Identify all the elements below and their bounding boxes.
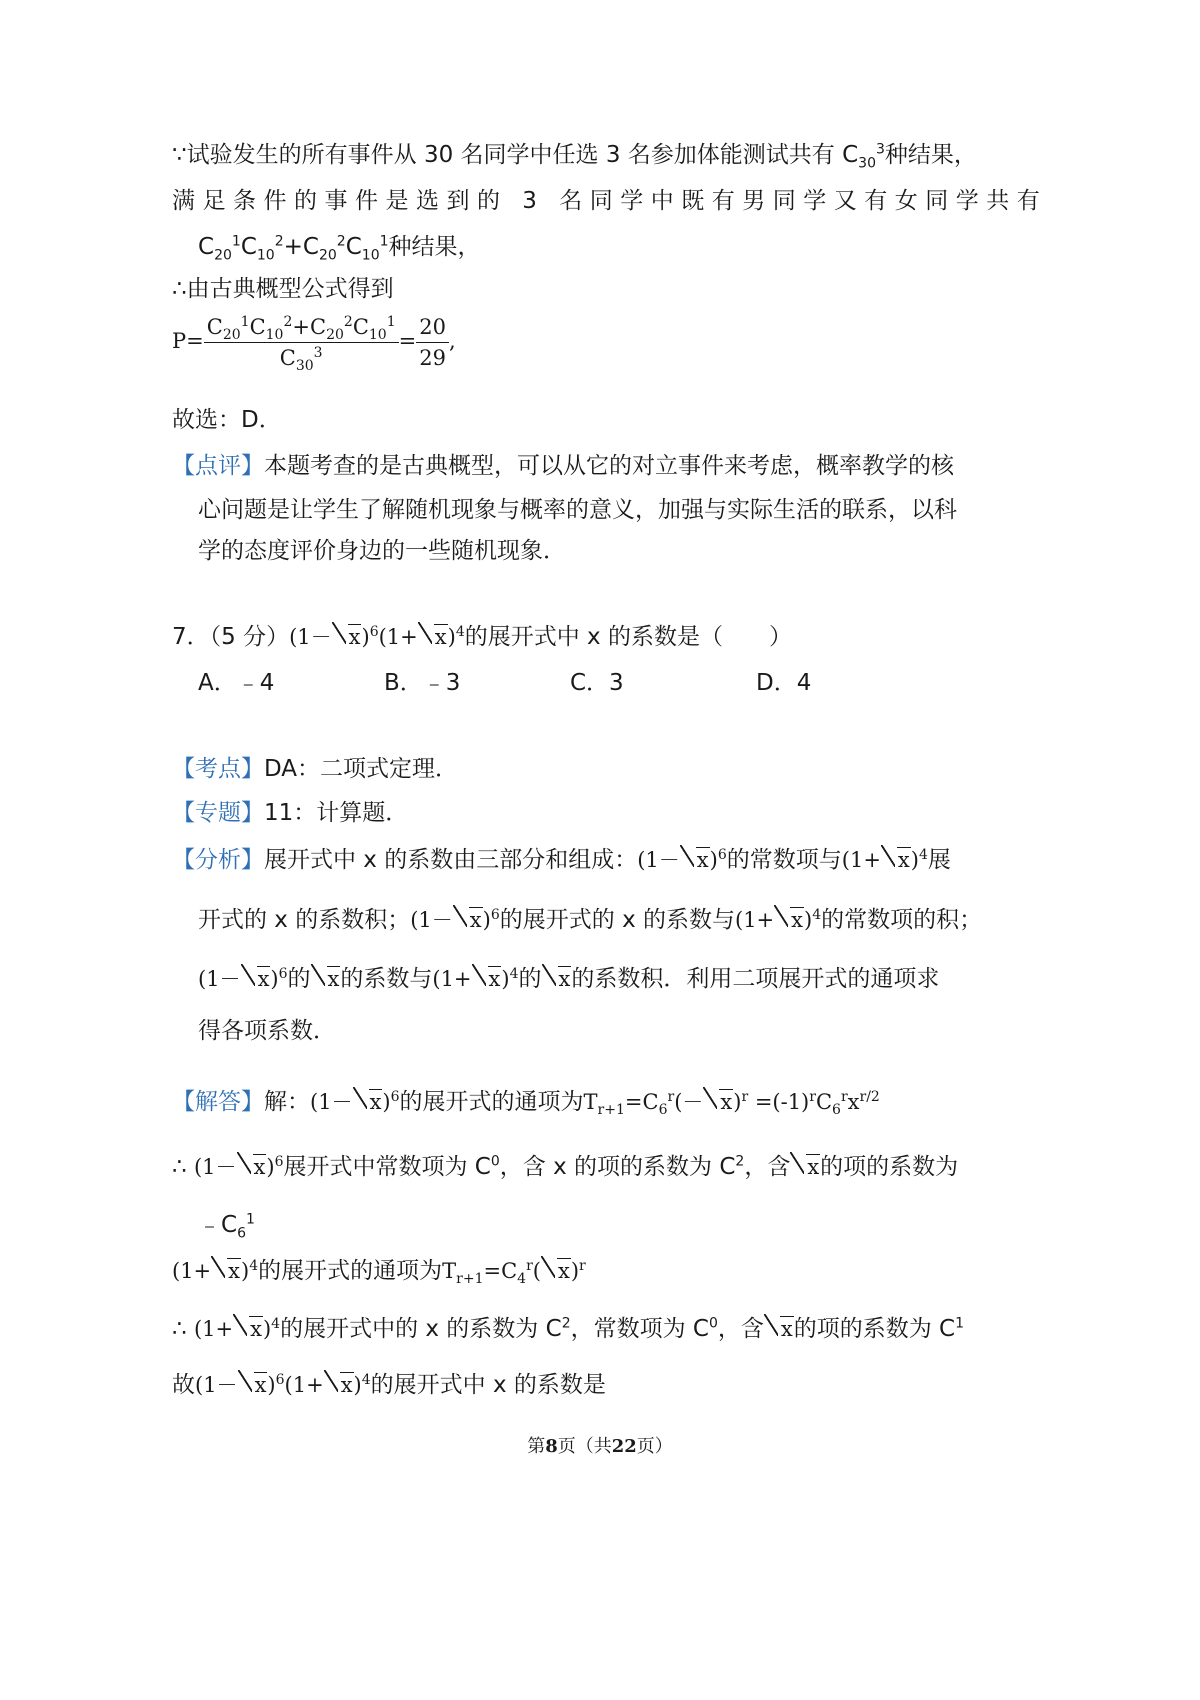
option-c[interactable]: C．3 [570, 670, 624, 696]
comment-line: 学的态度评价身边的一些随机现象． [198, 538, 566, 564]
text-line: $C_{20}^1C_{10}^2+C_{20}^2C_{10}^1$种结果， [198, 233, 481, 264]
formula: $C_{20}^1C_{10}^2+C_{20}^2C_{10}^1$ [198, 233, 389, 264]
jieda-line: 【解答】解：$(1- x)^6$的展开式的通项为$T_{r+1}=C_6^r(- x)^r =(-1)^rC_6^rx^{r/2}$ [172, 1085, 880, 1119]
answer-line: 故选：D． [172, 407, 282, 433]
jieda-line: ∴ $(1- x)^6$展开式中常数项为 $C^0$，含 x 的项的系数为 $C^2$，含 x的项的系数为 [172, 1150, 958, 1184]
text-line: 满足条件的事件是选到的 3 名同学中既有男同学又有女同学共有 [172, 188, 1048, 214]
kaodian-tag: 【考点】 [172, 756, 264, 782]
probability-formula: P= $\frac{C_{20}^1C_{10}^2+C_{20}^2C_{10}^1}{C_{30}^3}$ = $\frac{20}{29}$ , [172, 314, 456, 375]
fenxi-line: 【分析】展开式中 x 的系数由三部分和组成：$(1- x)^6$的常数项与$(1+ x)^4$展 [172, 843, 951, 877]
fenxi-line: 得各项系数． [198, 1018, 336, 1044]
page-footer: 第8页（共22页） [527, 1436, 673, 1457]
comment-line: 【点评】本题考查的是古典概型，可以从它的对立事件来考虑，概率教学的核 [172, 453, 954, 479]
page-number: 8 [545, 1436, 558, 1457]
option-a[interactable]: A．﹣4 [198, 670, 275, 696]
fenxi-tag: 【分析】 [172, 847, 264, 873]
jieda-line: ∴ $(1+ x)^4$的展开式中的 x 的系数为 $C^2$，常数项为 $C^0$，含 x的项的系数为 $C^1$ [172, 1312, 964, 1346]
text-line: ∴由古典概型公式得到 [172, 276, 394, 302]
jieda-line: 故$(1- x)^6(1+ x)^4$的展开式中 x 的系数是 [172, 1368, 606, 1402]
jieda-tag: 【解答】 [172, 1089, 264, 1115]
fenxi-line: $(1- x)^6$的 x的系数与$(1+ x)^4$的 x的系数积．利用二项展开式的通项求 [198, 962, 939, 996]
comment-line: 心问题是让学生了解随机现象与概率的意义，加强与实际生活的联系，以科 [198, 497, 957, 523]
comment-tag: 【点评】 [172, 453, 264, 479]
zhuanti-tag: 【专题】 [172, 800, 264, 826]
question-7: 7．（5 分）$(1- x)^6(1+ x)^4$的展开式中 x 的系数是（ ） [172, 620, 792, 654]
fenxi-line: 开式的 x 的系数积；$(1- x)^6$的展开式的 x 的系数与$(1+ x)^4$的常数项的积； [198, 903, 982, 937]
total-pages: 22 [611, 1436, 637, 1457]
zhuanti-line: 【专题】11：计算题． [172, 800, 409, 826]
text-line: ∵试验发生的所有事件从 30 名同学中任选 3 名参加体能测试共有 $C_{30}^3$种结果， [172, 141, 977, 172]
jieda-line: $﹣C_6^1$ [198, 1211, 255, 1242]
option-d[interactable]: D．4 [756, 670, 812, 696]
options-row [198, 666, 942, 700]
option-b[interactable]: B．﹣3 [384, 670, 461, 696]
jieda-line: $(1+ x)^4$的展开式的通项为$T_{r+1}=C_4^r$( x)$^r$ [172, 1254, 586, 1288]
kaodian-line: 【考点】DA：二项式定理． [172, 756, 459, 782]
